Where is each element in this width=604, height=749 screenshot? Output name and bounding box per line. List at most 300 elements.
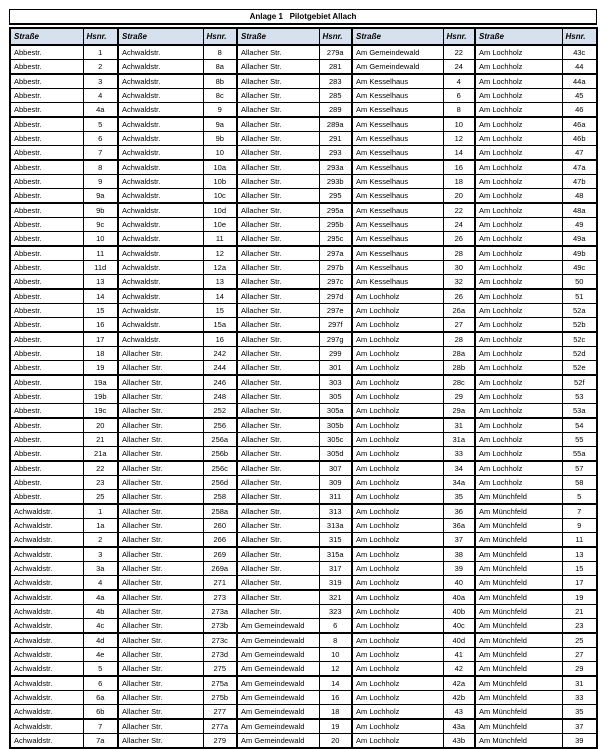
hsnr-cell: 293b — [319, 175, 352, 189]
street-cell: Allacher Str. — [237, 605, 319, 619]
table-row — [10, 504, 597, 519]
street-cell: Am Kesselhaus — [352, 103, 443, 118]
street-cell: Abbestr. — [10, 117, 83, 132]
street-cell: Allacher Str. — [118, 547, 203, 562]
hsnr-cell: 22 — [443, 45, 475, 60]
hsnr-cell: 19b — [83, 390, 118, 404]
table-row — [10, 232, 597, 247]
street-cell: Achwaldstr. — [118, 218, 203, 232]
street-cell: Allacher Str. — [118, 519, 203, 533]
table-row — [10, 60, 597, 75]
table-row — [10, 590, 597, 605]
hsnr-cell: 33 — [443, 447, 475, 462]
street-cell: Am Lochholz — [352, 547, 443, 562]
hsnr-cell: 48 — [562, 189, 597, 204]
hsnr-cell: 19c — [83, 404, 118, 419]
street-cell: Allacher Str. — [118, 404, 203, 419]
hsnr-cell: 5 — [562, 490, 597, 505]
hsnr-cell: 9a — [83, 189, 118, 204]
street-cell: Am Münchfeld — [475, 676, 562, 691]
street-cell: Am Lochholz — [352, 734, 443, 749]
hsnr-cell: 37 — [562, 719, 597, 734]
street-cell: Allacher Str. — [118, 605, 203, 619]
hsnr-cell: 9c — [83, 218, 118, 232]
hsnr-cell: 252 — [203, 404, 237, 419]
hsnr-cell: 258a — [203, 504, 237, 519]
table-row — [10, 375, 597, 390]
hsnr-cell: 8 — [203, 45, 237, 60]
street-cell: Am Münchfeld — [475, 605, 562, 619]
hsnr-cell: 47 — [562, 146, 597, 161]
street-cell: Am Lochholz — [475, 361, 562, 376]
street-cell: Achwaldstr. — [118, 318, 203, 333]
hsnr-cell: 20 — [443, 189, 475, 204]
table-row — [10, 103, 597, 118]
street-cell: Achwaldstr. — [118, 117, 203, 132]
street-cell: Allacher Str. — [118, 590, 203, 605]
hsnr-cell: 49b — [562, 246, 597, 261]
hsnr-cell: 4a — [83, 590, 118, 605]
table-row — [10, 734, 597, 749]
table-row — [10, 676, 597, 691]
hsnr-cell: 52b — [562, 318, 597, 333]
hsnr-cell: 27 — [562, 648, 597, 662]
street-cell: Achwaldstr. — [118, 232, 203, 247]
hsnr-cell: 269 — [203, 547, 237, 562]
table-row — [10, 175, 597, 189]
street-cell: Allacher Str. — [237, 318, 319, 333]
hsnr-cell: 4d — [83, 633, 118, 648]
street-cell: Am Münchfeld — [475, 705, 562, 720]
street-cell: Achwaldstr. — [10, 676, 83, 691]
hsnr-cell: 9 — [203, 103, 237, 118]
street-cell: Allacher Str. — [237, 246, 319, 261]
hsnr-cell: 53 — [562, 390, 597, 404]
street-cell: Am Lochholz — [352, 490, 443, 505]
hsnr-cell: 54 — [562, 418, 597, 433]
street-cell: Am Lochholz — [352, 418, 443, 433]
hsnr-cell: 8 — [319, 633, 352, 648]
street-cell: Am Lochholz — [475, 175, 562, 189]
hsnr-cell: 19a — [83, 375, 118, 390]
hsnr-cell: 26a — [443, 304, 475, 318]
hsnr-cell: 4 — [83, 576, 118, 591]
document-sheet — [9, 9, 597, 749]
hsnr-cell: 297g — [319, 332, 352, 347]
street-cell: Allacher Str. — [118, 562, 203, 576]
street-cell: Abbestr. — [10, 189, 83, 204]
hsnr-cell: 49 — [562, 218, 597, 232]
hsnr-cell: 24 — [443, 218, 475, 232]
street-table — [9, 27, 598, 749]
street-cell: Am Lochholz — [352, 347, 443, 361]
street-cell: Achwaldstr. — [10, 533, 83, 548]
hsnr-cell: 51 — [562, 289, 597, 304]
street-cell: Allacher Str. — [237, 490, 319, 505]
street-cell: Abbestr. — [10, 433, 83, 447]
street-cell: Achwaldstr. — [118, 175, 203, 189]
street-cell: Am Lochholz — [475, 304, 562, 318]
column-header-hsnr: Hsnr. — [562, 28, 597, 45]
street-cell: Abbestr. — [10, 275, 83, 290]
hsnr-cell: 256a — [203, 433, 237, 447]
street-cell: Am Lochholz — [352, 375, 443, 390]
hsnr-cell: 37 — [443, 533, 475, 548]
hsnr-cell: 297b — [319, 261, 352, 275]
table-row — [10, 160, 597, 175]
hsnr-cell: 7 — [562, 504, 597, 519]
hsnr-cell: 19 — [319, 719, 352, 734]
hsnr-cell: 47a — [562, 160, 597, 175]
table-row — [10, 547, 597, 562]
column-header-hsnr: Hsnr. — [83, 28, 118, 45]
street-cell: Am Lochholz — [475, 375, 562, 390]
hsnr-cell: 2 — [83, 533, 118, 548]
hsnr-cell: 11d — [83, 261, 118, 275]
street-cell: Abbestr. — [10, 103, 83, 118]
hsnr-cell: 52a — [562, 304, 597, 318]
hsnr-cell: 297d — [319, 289, 352, 304]
hsnr-cell: 20 — [83, 418, 118, 433]
street-cell: Am Gemeindewald — [237, 648, 319, 662]
column-header-strasse: Straße — [10, 28, 83, 45]
street-cell: Achwaldstr. — [118, 74, 203, 89]
hsnr-cell: 49a — [562, 232, 597, 247]
hsnr-cell: 38 — [443, 547, 475, 562]
street-cell: Allacher Str. — [118, 705, 203, 720]
hsnr-cell: 40b — [443, 605, 475, 619]
street-cell: Allacher Str. — [118, 633, 203, 648]
table-row — [10, 246, 597, 261]
street-cell: Am Lochholz — [352, 633, 443, 648]
street-cell: Am Lochholz — [475, 275, 562, 290]
hsnr-cell: 49c — [562, 261, 597, 275]
street-cell: Am Lochholz — [475, 189, 562, 204]
street-cell: Allacher Str. — [237, 275, 319, 290]
street-cell: Allacher Str. — [237, 447, 319, 462]
hsnr-cell: 18 — [319, 705, 352, 720]
hsnr-cell: 269a — [203, 562, 237, 576]
street-cell: Am Lochholz — [352, 519, 443, 533]
street-cell: Abbestr. — [10, 60, 83, 75]
hsnr-cell: 289 — [319, 103, 352, 118]
hsnr-cell: 4 — [443, 74, 475, 89]
street-cell: Am Lochholz — [475, 203, 562, 218]
street-cell: Am Lochholz — [475, 60, 562, 75]
street-cell: Allacher Str. — [118, 490, 203, 505]
table-row — [10, 705, 597, 720]
street-cell: Am Lochholz — [352, 662, 443, 677]
street-cell: Allacher Str. — [237, 89, 319, 103]
table-row — [10, 648, 597, 662]
hsnr-cell: 52e — [562, 361, 597, 376]
hsnr-cell: 279a — [319, 45, 352, 60]
street-cell: Allacher Str. — [118, 619, 203, 634]
street-cell: Abbestr. — [10, 160, 83, 175]
street-cell: Achwaldstr. — [10, 705, 83, 720]
hsnr-cell: 11 — [83, 246, 118, 261]
street-cell: Allacher Str. — [237, 232, 319, 247]
street-cell: Abbestr. — [10, 175, 83, 189]
table-row — [10, 74, 597, 89]
hsnr-cell: 43b — [443, 734, 475, 749]
hsnr-cell: 8c — [203, 89, 237, 103]
street-cell: Achwaldstr. — [118, 45, 203, 60]
street-cell: Allacher Str. — [118, 433, 203, 447]
hsnr-cell: 16 — [443, 160, 475, 175]
hsnr-cell: 315 — [319, 533, 352, 548]
hsnr-cell: 5 — [83, 662, 118, 677]
street-cell: Allacher Str. — [237, 146, 319, 161]
street-cell: Allacher Str. — [237, 361, 319, 376]
table-row — [10, 447, 597, 462]
street-cell: Am Lochholz — [352, 447, 443, 462]
street-cell: Am Lochholz — [475, 45, 562, 60]
street-cell: Allacher Str. — [237, 175, 319, 189]
street-cell: Allacher Str. — [237, 418, 319, 433]
column-header-strasse: Straße — [118, 28, 203, 45]
street-cell: Achwaldstr. — [118, 60, 203, 75]
hsnr-cell: 9b — [203, 132, 237, 146]
hsnr-cell: 4 — [83, 89, 118, 103]
street-cell: Am Lochholz — [475, 103, 562, 118]
table-row — [10, 89, 597, 103]
street-cell: Achwaldstr. — [118, 246, 203, 261]
street-cell: Am Lochholz — [352, 390, 443, 404]
street-cell: Abbestr. — [10, 203, 83, 218]
hsnr-cell: 15 — [203, 304, 237, 318]
street-cell: Achwaldstr. — [118, 132, 203, 146]
street-cell: Am Lochholz — [352, 562, 443, 576]
hsnr-cell: 28 — [443, 246, 475, 261]
street-cell: Allacher Str. — [237, 590, 319, 605]
street-cell: Am Lochholz — [352, 304, 443, 318]
table-header-row — [10, 28, 597, 45]
street-cell: Am Münchfeld — [475, 662, 562, 677]
street-cell: Allacher Str. — [237, 189, 319, 204]
hsnr-cell: 29 — [562, 662, 597, 677]
hsnr-cell: 323 — [319, 605, 352, 619]
street-cell: Achwaldstr. — [10, 648, 83, 662]
street-cell: Allacher Str. — [118, 576, 203, 591]
table-row — [10, 619, 597, 634]
street-cell: Am Lochholz — [475, 160, 562, 175]
street-cell: Am Lochholz — [352, 361, 443, 376]
street-cell: Am Gemeindewald — [352, 60, 443, 75]
street-cell: Am Münchfeld — [475, 619, 562, 634]
street-cell: Achwaldstr. — [118, 189, 203, 204]
street-cell: Achwaldstr. — [10, 662, 83, 677]
hsnr-cell: 14 — [443, 146, 475, 161]
street-cell: Achwaldstr. — [118, 160, 203, 175]
hsnr-cell: 6b — [83, 705, 118, 720]
hsnr-cell: 15 — [83, 304, 118, 318]
street-cell: Am Lochholz — [352, 648, 443, 662]
street-cell: Am Kesselhaus — [352, 146, 443, 161]
street-cell: Am Lochholz — [475, 318, 562, 333]
hsnr-cell: 14 — [319, 676, 352, 691]
hsnr-cell: 313 — [319, 504, 352, 519]
hsnr-cell: 17 — [562, 576, 597, 591]
street-cell: Allacher Str. — [118, 447, 203, 462]
street-cell: Am Gemeindewald — [237, 705, 319, 720]
hsnr-cell: 58 — [562, 476, 597, 490]
hsnr-cell: 258 — [203, 490, 237, 505]
street-cell: Am Lochholz — [475, 347, 562, 361]
street-cell: Am Lochholz — [352, 433, 443, 447]
street-cell: Am Lochholz — [475, 447, 562, 462]
hsnr-cell: 13 — [203, 275, 237, 290]
hsnr-cell: 299 — [319, 347, 352, 361]
column-header-hsnr: Hsnr. — [443, 28, 475, 45]
street-cell: Am Lochholz — [475, 146, 562, 161]
hsnr-cell: 15 — [562, 562, 597, 576]
street-cell: Allacher Str. — [118, 361, 203, 376]
street-cell: Allacher Str. — [237, 132, 319, 146]
street-cell: Allacher Str. — [237, 218, 319, 232]
street-cell: Am Kesselhaus — [352, 261, 443, 275]
hsnr-cell: 46a — [562, 117, 597, 132]
hsnr-cell: 27 — [443, 318, 475, 333]
hsnr-cell: 16 — [203, 332, 237, 347]
hsnr-cell: 31 — [443, 418, 475, 433]
hsnr-cell: 16 — [83, 318, 118, 333]
hsnr-cell: 6 — [83, 676, 118, 691]
street-cell: Am Münchfeld — [475, 519, 562, 533]
street-cell: Am Lochholz — [475, 289, 562, 304]
table-row — [10, 189, 597, 204]
street-cell: Allacher Str. — [237, 433, 319, 447]
street-cell: Allacher Str. — [237, 45, 319, 60]
hsnr-cell: 285 — [319, 89, 352, 103]
street-cell: Allacher Str. — [237, 117, 319, 132]
hsnr-cell: 4b — [83, 605, 118, 619]
hsnr-cell: 307 — [319, 461, 352, 476]
hsnr-cell: 3 — [83, 74, 118, 89]
hsnr-cell: 291 — [319, 132, 352, 146]
table-row — [10, 433, 597, 447]
column-header-strasse: Straße — [475, 28, 562, 45]
street-cell: Am Gemeindewald — [237, 676, 319, 691]
street-cell: Am Münchfeld — [475, 562, 562, 576]
hsnr-cell: 10a — [203, 160, 237, 175]
street-cell: Allacher Str. — [237, 533, 319, 548]
hsnr-cell: 256d — [203, 476, 237, 490]
hsnr-cell: 21a — [83, 447, 118, 462]
hsnr-cell: 28 — [443, 332, 475, 347]
hsnr-cell: 17 — [83, 332, 118, 347]
street-cell: Allacher Str. — [118, 375, 203, 390]
street-cell: Achwaldstr. — [10, 619, 83, 634]
hsnr-cell: 10d — [203, 203, 237, 218]
street-cell: Allacher Str. — [237, 476, 319, 490]
street-cell: Achwaldstr. — [10, 590, 83, 605]
hsnr-cell: 271 — [203, 576, 237, 591]
table-row — [10, 361, 597, 376]
hsnr-cell: 260 — [203, 519, 237, 533]
hsnr-cell: 295b — [319, 218, 352, 232]
hsnr-cell: 48a — [562, 203, 597, 218]
street-cell: Achwaldstr. — [118, 146, 203, 161]
street-cell: Allacher Str. — [237, 74, 319, 89]
hsnr-cell: 28a — [443, 347, 475, 361]
hsnr-cell: 275b — [203, 691, 237, 705]
hsnr-cell: 46 — [562, 103, 597, 118]
street-cell: Am Kesselhaus — [352, 275, 443, 290]
hsnr-cell: 297c — [319, 275, 352, 290]
street-cell: Achwaldstr. — [118, 261, 203, 275]
street-cell: Achwaldstr. — [118, 304, 203, 318]
street-cell: Am Lochholz — [352, 461, 443, 476]
hsnr-cell: 273 — [203, 590, 237, 605]
table-row — [10, 146, 597, 161]
hsnr-cell: 47b — [562, 175, 597, 189]
hsnr-cell: 9 — [562, 519, 597, 533]
hsnr-cell: 45 — [562, 89, 597, 103]
hsnr-cell: 39 — [562, 734, 597, 749]
table-row — [10, 605, 597, 619]
street-cell: Am Kesselhaus — [352, 189, 443, 204]
table-row — [10, 203, 597, 218]
street-cell: Am Lochholz — [352, 533, 443, 548]
street-cell: Abbestr. — [10, 45, 83, 60]
street-cell: Allacher Str. — [118, 676, 203, 691]
hsnr-cell: 35 — [443, 490, 475, 505]
street-cell: Abbestr. — [10, 404, 83, 419]
street-cell: Allacher Str. — [118, 648, 203, 662]
hsnr-cell: 34 — [443, 461, 475, 476]
hsnr-cell: 273b — [203, 619, 237, 634]
hsnr-cell: 13 — [83, 275, 118, 290]
street-cell: Abbestr. — [10, 304, 83, 318]
hsnr-cell: 293a — [319, 160, 352, 175]
hsnr-cell: 6 — [83, 132, 118, 146]
hsnr-cell: 36a — [443, 519, 475, 533]
street-cell: Abbestr. — [10, 418, 83, 433]
street-cell: Allacher Str. — [118, 461, 203, 476]
hsnr-cell: 4e — [83, 648, 118, 662]
hsnr-cell: 277 — [203, 705, 237, 720]
street-cell: Achwaldstr. — [10, 734, 83, 749]
street-cell: Am Lochholz — [352, 619, 443, 634]
hsnr-cell: 43a — [443, 719, 475, 734]
street-cell: Am Münchfeld — [475, 590, 562, 605]
hsnr-cell: 44a — [562, 74, 597, 89]
hsnr-cell: 295 — [319, 189, 352, 204]
street-cell: Abbestr. — [10, 390, 83, 404]
street-cell: Abbestr. — [10, 261, 83, 275]
table-row — [10, 633, 597, 648]
street-cell: Am Lochholz — [352, 404, 443, 419]
table-row — [10, 461, 597, 476]
table-row — [10, 289, 597, 304]
street-cell: Achwaldstr. — [10, 504, 83, 519]
hsnr-cell: 23 — [83, 476, 118, 490]
column-header-strasse: Straße — [352, 28, 443, 45]
street-cell: Allacher Str. — [237, 347, 319, 361]
hsnr-cell: 21 — [83, 433, 118, 447]
hsnr-cell: 6a — [83, 691, 118, 705]
street-cell: Am Lochholz — [475, 461, 562, 476]
street-cell: Am Kesselhaus — [352, 175, 443, 189]
street-cell: Am Münchfeld — [475, 648, 562, 662]
hsnr-cell: 293 — [319, 146, 352, 161]
street-cell: Abbestr. — [10, 89, 83, 103]
hsnr-cell: 14 — [83, 289, 118, 304]
street-cell: Am Gemeindewald — [237, 619, 319, 634]
hsnr-cell: 12a — [203, 261, 237, 275]
street-cell: Am Gemeindewald — [237, 734, 319, 749]
